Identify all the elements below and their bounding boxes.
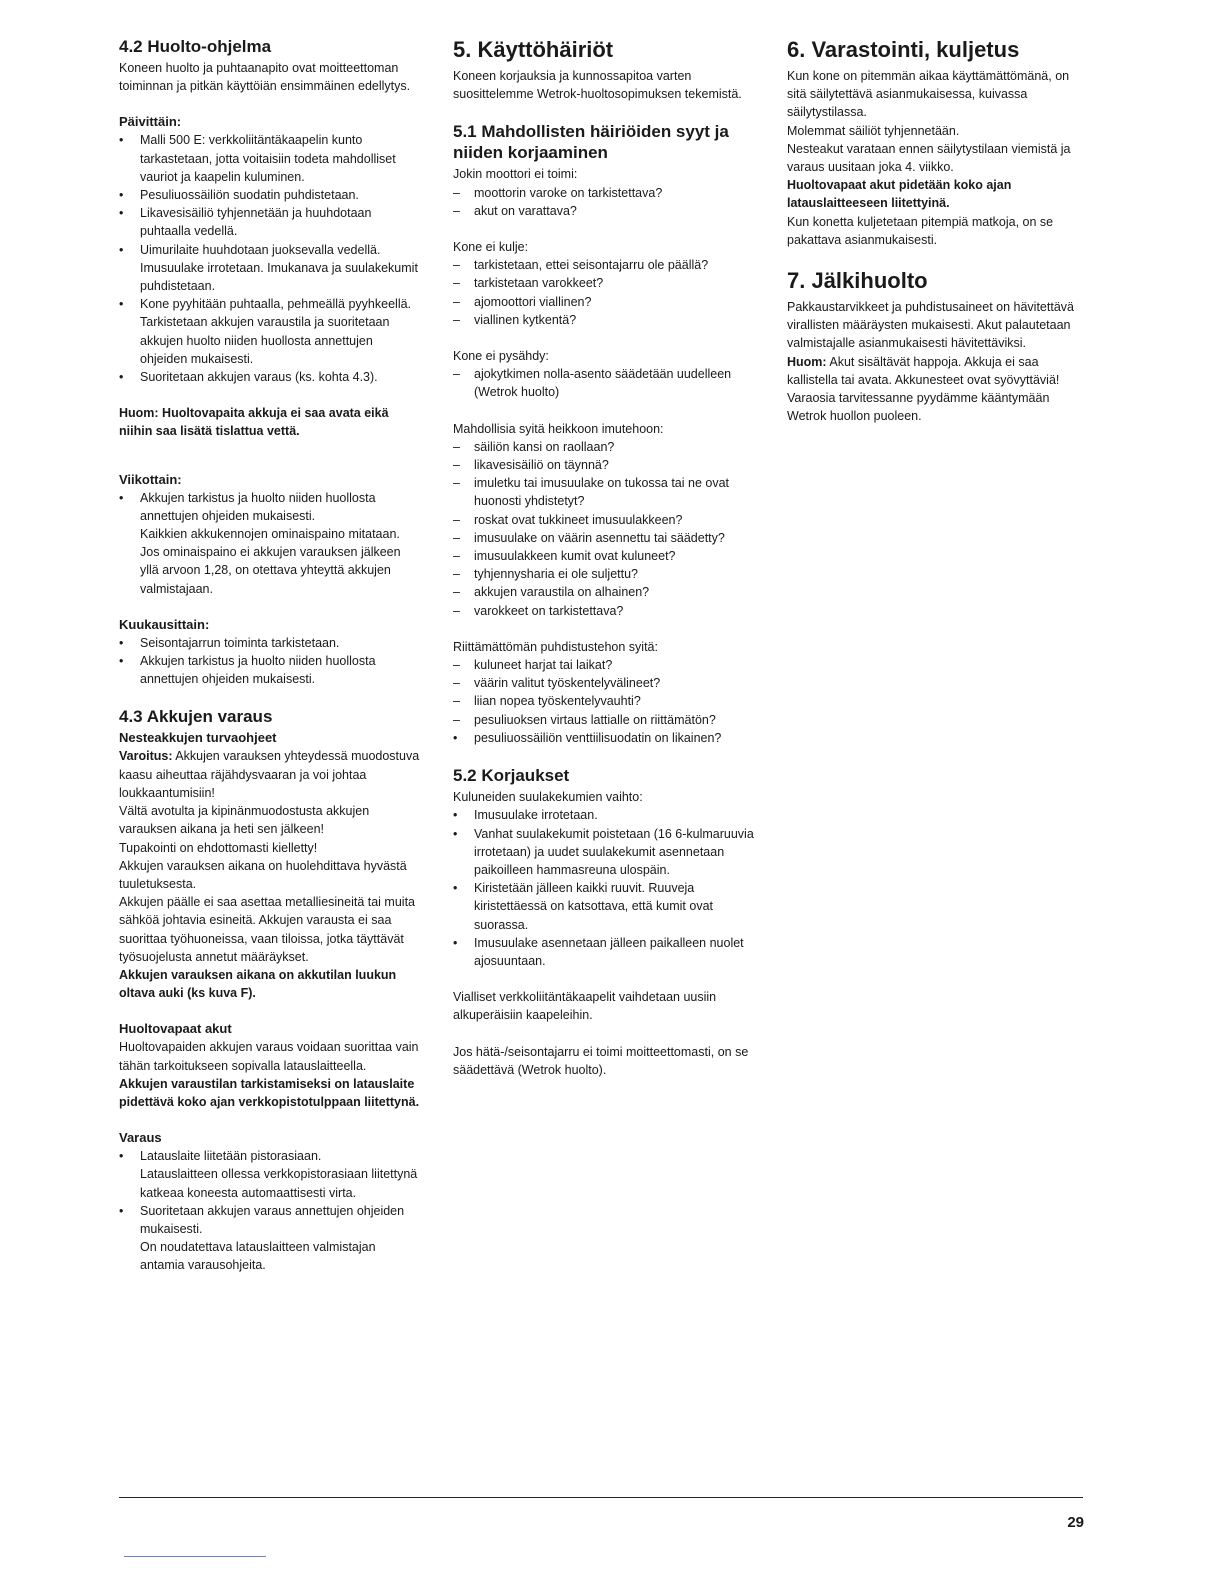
paragraph: Molemmat säiliöt tyhjennetään. [787,123,960,138]
list-item: – väärin valitut työskentelyvälineet? [453,676,661,691]
warning-paragraph: Varoitus: Akkujen varauksen yhteydessä muodostuva kaasu aiheuttaa räjähdysvaaran ja voi johtaa loukkaantumisiin! [119,749,420,800]
section-4-3-title: 4.3 Akkujen varaus [119,707,273,727]
list-item: – roskat ovat tukkineet imusuulakkeen? [453,512,683,527]
bottom-divider [124,1556,266,1557]
charging-heading: Varaus [119,1130,162,1146]
list-item: • Vanhat suulakekumit poistetaan (16 6-kulmaruuvia irrotetaan) ja uudet suulakekumit asennetaan paikoilleen hammasreuna ulospäin. [453,826,754,877]
list-item: – imusuulakkeen kumit ovat kuluneet? [453,549,676,564]
note-label: Huom: [787,354,827,369]
acid-note: Huom: Akut sisältävät happoja. Akkuja ei saa kallistella tai avata. Akkunesteet ovat syövyttäviä! [787,354,1060,387]
paragraph: Tupakointi on ehdottomasti kielletty! [119,840,318,855]
section-4-2-intro: Koneen huolto ja puhtaanapito ovat moitteettoman toiminnan ja pitkän käyttöiän ensimmäinen edellytys. [119,61,411,94]
section-5-title: 5. Käyttöhäiriöt [453,37,614,62]
daily-heading: Päivittäin: [119,114,182,130]
weekly-heading: Viikottain: [119,471,182,487]
list-item: • Pesuliuossäiliön suodatin puhdistetaan. [119,188,359,203]
list-item: • Suoritetaan akkujen varaus (ks. kohta 4.3). [119,370,378,385]
list-item: – tyhjennysharia ei ole suljettu? [453,567,638,582]
list-item: – tarkistetaan, ettei seisontajarru ole päällä? [453,258,709,273]
monthly-heading: Kuukausittain: [119,616,210,632]
cleaning-list [453,656,755,747]
weekly-item-continuation: Kaikkien akkukennojen ominaispaino mitataan. Jos ominaispaino ei akkujen varauksen jälkeen yllä arvoon 1,28, on otettava yhteyttä akkujen valmistajaan. [140,527,401,596]
list-item: • Imusuulake irrotetaan. [453,808,598,823]
section-6-title: 6. Varastointi, kuljetus [787,37,1020,62]
storage-note: Huoltovapaat akut pidetään koko ajan latauslaitteeseen liitettyinä. [787,178,1012,211]
list-item: • Akkujen tarkistus ja huolto niiden huollosta annettujen ohjeiden mukaisesti. Kaikkien akkukennojen ominaispaino mitataan. Jos ominaispaino ei akkujen varauksen jälkeen yllä arvoon 1,28, on otettava yhteyttä akkujen valmistajaan. [119,489,421,598]
paragraph: Varaosia tarvitessanne pyydämme kääntymään Wetrok huollon puoleen. [787,391,1050,424]
list-item: • Suoritetaan akkujen varaus annettujen ohjeiden mukaisesti. On noudatettava latauslaitteen valmistajan antamia varausohjeita. [119,1202,421,1275]
paragraph: Akkujen päälle ei saa asettaa metalliesineitä tai muita sähköä johtavia esineitä. Akkujen varausta ei saa suorittaa työhuoneissa, vaan tiloissa, jotka täyttävät työsuojelusta annetut määräykset. [119,895,416,964]
charger-note: Akkujen varaustilan tarkistamiseksi on latauslaite pidettävä koko ajan verkkopistotulppaan liitettynä. [119,1076,420,1109]
paragraph: Nesteakut varataan ennen säilytystilaan viemistä ja varaus uusitaan joka 4. viikko. [787,141,1071,175]
list-item: – ajokytkimen nolla-asento säädetään uudelleen (Wetrok huolto) [453,367,732,400]
group-heading: Kone ei kulje: [453,240,529,255]
list-item: • Imusuulake asennetaan jälleen paikalleen nuolet ajosuuntaan. [453,935,744,968]
list-item: – viallinen kytkentä? [453,312,577,327]
paragraph: Pakkaustarvikkeet ja puhdistusaineet on hävitettävä virallisten määräysten mukaisesti. Akut palautetaan valmistajalle asianmukaisesti hävitettäviksi. [787,300,1074,351]
list-item: – kuluneet harjat tai laikat? [453,658,613,673]
safety-heading: Nesteakkujen turvaohjeet [119,730,277,746]
list-item: • Seisontajarrun toiminta tarkistetaan. [119,635,340,650]
section-5-intro: Koneen korjauksia ja kunnossapitoa varten suosittelemme Wetrok-huoltosopimuksen tekemistä. [453,69,742,102]
list-item: – liian nopea työskentelyvauhti? [453,694,641,709]
list-item: – likavesisäiliö on täynnä? [453,458,609,473]
group-heading: Mahdollisia syitä heikkoon imutehoon: [453,421,664,436]
maintenance-free-heading: Huoltovapaat akut [119,1021,232,1037]
charging-list [119,1147,421,1274]
monthly-list [119,634,421,689]
column-left [119,36,421,1275]
paragraph: Vältä avotulta ja kipinänmuodostusta akkujen varauksen aikana ja heti sen jälkeen! [119,804,370,837]
drive-list [453,256,755,329]
list-item: • Kone pyyhitään puhtaalla, pehmeällä pyyhkeellä. Tarkistetaan akkujen varaustila ja suoritetaan akkujen huolto niiden huollosta annettujen ohjeiden mukaisesti. [119,297,412,366]
suction-list [453,438,755,620]
warning-label: Varoitus: [119,749,173,764]
group-heading: Jokin moottori ei toimi: [453,167,578,182]
list-item: • Uimurilaite huuhdotaan juoksevalla vedellä. Imusuulake irrotetaan. Imukanava ja suulakekumit puhdistetaan. [119,242,418,294]
weekly-list [119,489,421,598]
repair-list [453,806,755,970]
paragraph: Huoltovapaiden akkujen varaus voidaan suorittaa vain tähän tarkoitukseen sopivalla latauslaitteella. [119,1040,419,1073]
list-item: – pesuliuoksen virtaus lattialle on riittämätön? [453,712,716,727]
page-number: 29 [1067,1514,1084,1531]
list-item: • Malli 500 E: verkkoliitäntäkaapelin kunto tarkastetaan, jotta voitaisiin todeta mahdolliset vauriot ja kaapelin kuluminen. [119,133,396,184]
list-item: – akut on varattava? [453,203,577,218]
list-item: • Likavesisäiliö tyhjennetään ja huuhdotaan puhtaalla vedellä. [119,206,372,239]
list-item: – ajomoottori viallinen? [453,294,592,309]
motor-list [453,184,755,220]
paragraph: Vialliset verkkoliitäntäkaapelit vaihdetaan uusiin alkuperäisiin kaapeleihin. [453,990,717,1023]
paragraph: Jos hätä-/seisontajarru ei toimi moitteettomasti, on se säädettävä (Wetrok huolto). [453,1044,749,1077]
list-item: – akkujen varaustila on alhainen? [453,585,650,600]
section-5-2-title: 5.2 Korjaukset [453,766,570,786]
footer-divider [119,1497,1083,1498]
section-5-1-title: 5.1 Mahdollisten häiriöiden syyt ja niiden korjaaminen [453,122,729,163]
list-item-continuation: Latauslaitteen ollessa verkkopistorasiaan liitettynä katkeaa koneesta automaattisesti virta. [140,1167,418,1200]
column-middle [453,36,755,1079]
list-item: • Latauslaite liitetään pistorasiaan. Latauslaitteen ollessa verkkopistorasiaan liitettynä katkeaa koneesta automaattisesti virta. [119,1147,421,1202]
section-4-2-title: 4.2 Huolto-ohjelma [119,37,272,56]
hatch-note: Akkujen varauksen aikana on akkutilan luukun oltava auki (ks kuva F). [119,967,397,1001]
list-item: – imusuulake on väärin asennettu tai säädetty? [453,530,725,545]
daily-note: Huom: Huoltovapaita akkuja ei saa avata eikä niihin saa lisätä tislattua vettä. [119,406,389,439]
paragraph: Akkujen varauksen aikana on huolehdittava hyvästä tuuletuksesta. [119,858,407,891]
list-item: • Kiristetään jälleen kaikki ruuvit. Ruuveja kiristettäessä on katsottava, että kumit ovat suorassa. [453,881,714,932]
list-item: – varokkeet on tarkistettava? [453,603,624,618]
section-7-title: 7. Jälkihuolto [787,268,928,294]
stop-list [453,365,755,401]
paragraph: Kun konetta kuljetetaan pitempiä matkoja, on se pakattava asianmukaisesti. [787,214,1054,247]
group-heading: Riittämättömän puhdistustehon syitä: [453,639,658,654]
list-item: – säiliön kansi on raollaan? [453,439,615,454]
list-item-continuation: On noudatettava latauslaitteen valmistajan antamia varausohjeita. [140,1240,376,1273]
list-item: – imuletku tai imusuulake on tukossa tai ne ovat huonosti yhdistetyt? [453,476,729,509]
daily-list [119,131,421,386]
list-item: • pesuliuossäiliön venttiilisuodatin on likainen? [453,730,722,745]
paragraph: Kun kone on pitemmän aikaa käyttämättömänä, on sitä säilytettävä asianmukaisessa, kuivassa säilytystilassa. [787,69,1070,120]
list-item: – moottorin varoke on tarkistettava? [453,185,663,200]
list-item: – tarkistetaan varokkeet? [453,276,604,291]
group-heading: Kuluneiden suulakekumien vaihto: [453,790,643,805]
column-right [787,36,1089,425]
list-item: • Akkujen tarkistus ja huolto niiden huollosta annettujen ohjeiden mukaisesti. [119,654,376,687]
group-heading: Kone ei pysähdy: [453,349,549,364]
